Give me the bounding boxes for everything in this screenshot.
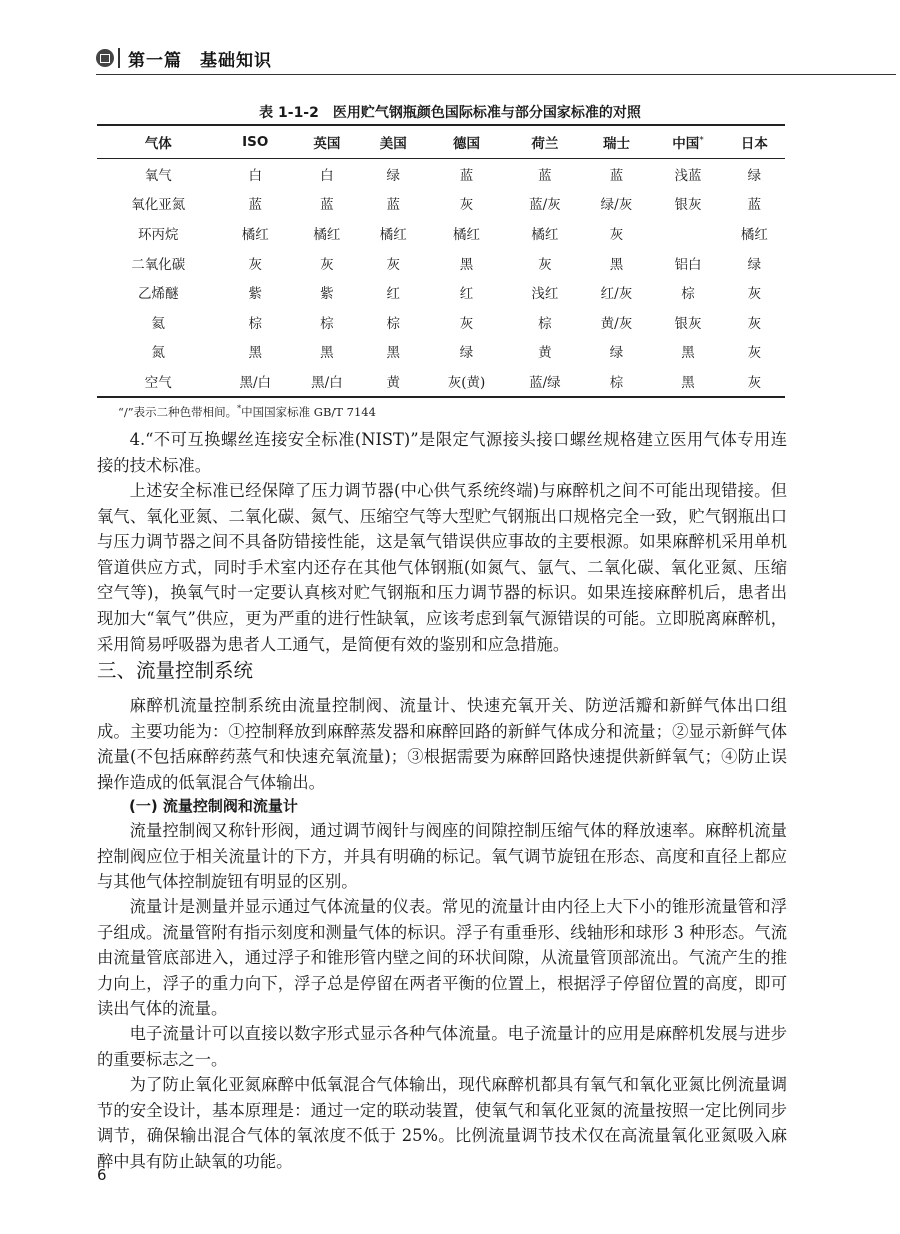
color-cell: 黑: [386, 345, 401, 362]
gas-name-cell: 氦: [151, 315, 165, 332]
running-header: [96, 44, 806, 74]
color-cell: 黑/白: [291, 366, 363, 397]
color-cell: 黑: [459, 256, 474, 273]
subsection-heading: (一) 流量控制阀和流量计: [129, 797, 298, 815]
table-row: [97, 189, 785, 219]
table-row: [97, 248, 785, 278]
paragraph-electronic-flowmeter: 电子流量计可以直接以数字形式显示各种气体流量。电子流量计的应用是麻醉机发展与进步的重要标志之一。: [97, 1024, 787, 1069]
color-cell: 红/灰: [600, 286, 633, 303]
color-cell: 绿: [609, 345, 624, 362]
color-cell: 浅蓝: [674, 167, 702, 184]
color-cell: 灰(黄): [424, 366, 509, 397]
color-cell: 红: [386, 286, 401, 303]
color-cell: 蓝: [320, 197, 334, 214]
gas-name-cell: 环丙烷: [137, 226, 179, 243]
color-cell: 浅红: [531, 286, 559, 303]
column-header: ISO: [219, 125, 291, 159]
color-cell: 绿: [459, 345, 474, 362]
color-cell: 棕: [320, 315, 334, 332]
table-row: [97, 337, 785, 367]
header-rule: [96, 74, 896, 75]
color-cell: 灰: [459, 315, 474, 332]
color-cell: 绿/灰: [600, 197, 633, 214]
color-cell: 黑: [320, 345, 334, 362]
color-cell: 灰: [320, 256, 334, 273]
column-header: 日本: [724, 125, 785, 159]
color-cell: 黄: [363, 366, 424, 397]
header-title: 第一篇 基础知识: [128, 51, 272, 71]
color-cell: 黑: [609, 256, 624, 273]
table-header-row: [97, 125, 785, 159]
color-cell: 黄/灰: [600, 315, 633, 332]
color-cell: 绿: [747, 256, 762, 273]
table-row: [97, 366, 785, 397]
color-cell: 灰: [609, 226, 624, 243]
color-cell: 黑/白: [219, 366, 291, 397]
section-heading: 三、流量控制系统: [97, 659, 254, 682]
color-cell: 灰: [747, 286, 762, 303]
color-cell: 灰: [724, 366, 785, 397]
header-divider: [118, 48, 120, 68]
paragraph-safety: 上述安全标准已经保障了压力调节器(中心供气系统终端)与麻醉机之间不可能出现错接。但氧气、氧化亚氮、二氧化碳、氮气、压缩空气等大型贮气钢瓶出口规格完全一致，贮气钢瓶出口与压力调节器之间不具备防错接性能，这是氧气错误供应事故的主要根源。如果麻醉机采用单机管道供应方式，同时手术室内还存在其他气体钢瓶(如氮气、氩气、二氧化碳、氧化亚氮、压缩空气等)，换氧气时一定要认真核对贮气钢瓶和压力调节器的标识。如果连接麻醉机后，患者出现加大“氧气”供应，更为严重的进行性缺氧，应该考虑到氧气源错误的可能。立即脱离麻醉机，采用简易呼吸器为患者人工通气，是简便有效的鉴别和应急措施。: [97, 481, 787, 654]
color-cell: 紫: [248, 286, 263, 303]
gas-name-cell: 二氧化碳: [131, 256, 186, 273]
color-cell: 蓝: [609, 167, 624, 184]
color-cell: 棕: [681, 286, 695, 303]
color-cell: 灰: [747, 345, 762, 362]
gas-name-cell: 乙烯醚: [137, 286, 179, 303]
color-cell: 绿: [386, 167, 401, 184]
table-caption: 表 1-1-2 医用贮气钢瓶颜色国际标准与部分国家标准的对照: [259, 105, 641, 121]
book-icon: [96, 49, 114, 67]
gas-name-cell: 氧化亚氮: [131, 197, 186, 214]
table-row: [97, 218, 785, 248]
color-cell: 银灰: [674, 315, 702, 332]
color-cell: [652, 218, 723, 248]
color-cell: 橘红: [313, 226, 341, 243]
color-cell: 蓝: [747, 197, 762, 214]
gas-name-cell: 氮: [151, 345, 165, 362]
paragraph-nist: 4.“不可互换螺丝连接安全标准(NIST)”是限定气源接头接口螺丝规格建立医用气体专用连接的技术标准。: [97, 430, 787, 475]
column-header: 气体: [97, 125, 219, 159]
color-cell: 灰: [248, 256, 263, 273]
color-cell: 蓝: [386, 197, 401, 214]
color-cell: 白: [248, 167, 263, 184]
color-cell: 棕: [386, 315, 401, 332]
paragraph-flow-system: 麻醉机流量控制系统由流量控制阀、流量计、快速充氧开关、防逆活瓣和新鲜气体出口组成。主要功能为：①控制释放到麻醉蒸发器和麻醉回路的新鲜气体成分和流量；②显示新鲜气体流量(不包括麻醉药蒸气和快速充氧流量)；③根据需要为麻醉回路快速提供新鲜氧气；④防止误操作造成的低氧混合气体输出。: [97, 696, 787, 792]
color-cell: 黑: [652, 366, 723, 397]
color-cell: 铝白: [674, 256, 702, 273]
column-header: 英国: [291, 125, 363, 159]
color-cell: 灰: [459, 197, 474, 214]
paragraph-proportional-flow: 为了防止氧化亚氮麻醉中低氧混合气体输出，现代麻醉机都具有氧气和氧化亚氮比例流量调节的安全设计，基本原理是：通过一定的联动装置，使氧气和氧化亚氮的流量按照一定比例同步调节，确保输出混合气体的氧浓度不低于 25%。比例流量调节技术仅在高流量氧化亚氮吸入麻醉中具有防止缺氧的功能。: [97, 1075, 787, 1171]
color-cell: 绿: [747, 167, 762, 184]
color-cell: 棕: [581, 366, 653, 397]
paragraph-flow-valve: 流量控制阀又称针形阀，通过调节阀针与阀座的间隙控制压缩气体的释放速率。麻醉机流量控制阀应位于相关流量计的下方，并具有明确的标记。氧气调节旋钮在形态、高度和直径上都应与其他气体控制旋钮有明显的区别。: [97, 821, 787, 892]
color-cell: 蓝: [248, 197, 263, 214]
gas-color-table: [97, 124, 785, 398]
column-header: 瑞士: [581, 125, 653, 159]
color-cell: 黑: [248, 345, 263, 362]
column-header-china: 中国*: [652, 125, 723, 159]
color-cell: 蓝/灰: [529, 197, 561, 214]
color-cell: 灰: [386, 256, 401, 273]
color-cell: 银灰: [674, 197, 702, 214]
color-cell: 橘红: [241, 226, 269, 243]
color-cell: 黄: [538, 345, 552, 362]
color-cell: 橘红: [379, 226, 407, 243]
color-cell: 橘红: [740, 226, 768, 243]
page-number: 6: [97, 1166, 107, 1184]
table-footnote: “/”表示二种色带相间。*中国国家标准 GB/T 7144: [118, 404, 376, 419]
column-header: 美国: [363, 125, 424, 159]
color-cell: 灰: [538, 256, 552, 273]
gas-name-cell: 氧气: [144, 167, 172, 184]
color-cell: 灰: [747, 315, 762, 332]
column-header: 德国: [424, 125, 509, 159]
column-header: 荷兰: [509, 125, 581, 159]
color-cell: 橘红: [531, 226, 559, 243]
color-cell: 橘红: [452, 226, 480, 243]
table-row: [97, 277, 785, 307]
color-cell: 棕: [248, 315, 263, 332]
color-cell: 白: [320, 167, 334, 184]
table-row: [97, 159, 785, 189]
color-cell: 红: [459, 286, 474, 303]
color-cell: 蓝: [459, 167, 474, 184]
color-cell: 紫: [320, 286, 334, 303]
table-row: [97, 307, 785, 337]
color-cell: 蓝/绿: [509, 366, 581, 397]
paragraph-flowmeter: 流量计是测量并显示通过气体流量的仪表。常见的流量计由内径上大下小的锥形流量管和浮子组成。流量管附有指示刻度和测量气体的标识。浮子有重垂形、线轴形和球形 3 种形态。气流由流量管底部进入，通过浮子和锥形管内壁之间的环状间隙，从流量管顶部流出。气流产生的推力向上，浮子的重力向下，浮子总是停留在两者平衡的位置上，根据浮子停留位置的高度，即可读出气体的流量。: [97, 897, 787, 1019]
gas-name-cell: 空气: [97, 366, 219, 397]
color-cell: 蓝: [538, 167, 552, 184]
color-cell: 黑: [681, 345, 695, 362]
color-cell: 棕: [538, 315, 552, 332]
